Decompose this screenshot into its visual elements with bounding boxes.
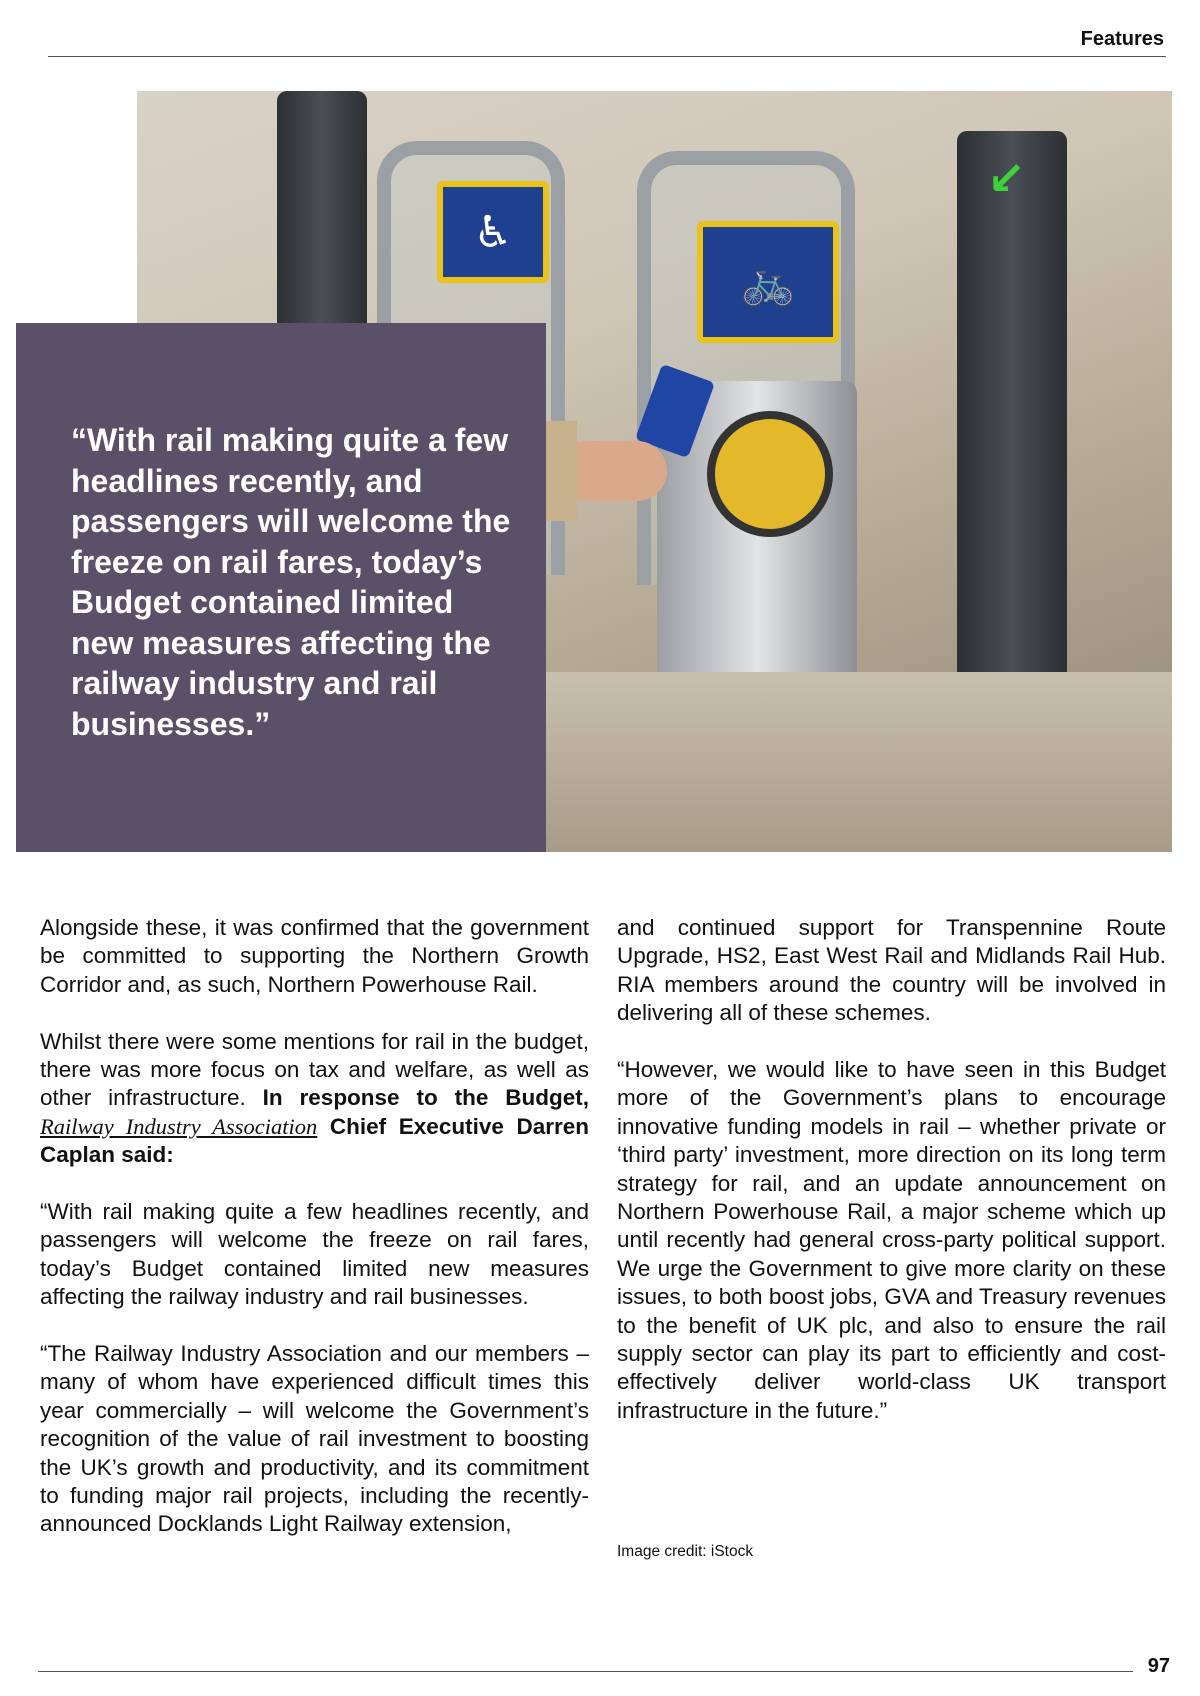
page-number: 97 bbox=[1147, 1655, 1170, 1677]
header-divider bbox=[48, 56, 1166, 57]
article-column-left bbox=[40, 914, 589, 1567]
accessibility-sign: ♿ bbox=[437, 181, 549, 283]
bold-intro: In response to the Budget, bbox=[262, 1085, 589, 1111]
pull-quote-panel bbox=[16, 323, 546, 852]
article-paragraph: “The Railway Industry Association and our members – many of whom have experienced difficult times this year commercially – will welcome the Government’s recognition of the value of rail investment to boosting the UK’s growth and productivity, and its commitment to funding major rail projects, including the recently-announced Docklands Light Railway extension, bbox=[40, 1341, 589, 1537]
pull-quote-text: “With rail making quite a few headlines recently, and passengers will welcome the freeze on rail fares, today’s Budget contained limited new measures affecting the railway industry and rail businesses.” bbox=[71, 422, 511, 742]
luggage-bicycle-sign: 🚲 bbox=[697, 221, 839, 343]
ria-link[interactable]: Railway Industry Association bbox=[40, 1113, 318, 1139]
footer-divider bbox=[38, 1671, 1133, 1672]
article-paragraph bbox=[40, 1028, 589, 1170]
contactless-reader-icon bbox=[707, 411, 833, 537]
article-column-right bbox=[617, 914, 1166, 1454]
article-paragraph: and continued support for Transpennine Route Upgrade, HS2, East West Rail and Midlands Rail Hub. RIA members around the country will be involved in delivering all of these schemes. bbox=[617, 915, 1166, 1026]
paragraph-text: Whilst there were some mentions for rail in the budget, there was more focus on tax and welfare, as well as other infrastructure. bbox=[40, 1028, 589, 1111]
bold-speaker: Chief Executive Darren Caplan said: bbox=[40, 1113, 589, 1168]
article-paragraph: “With rail making quite a few headlines recently, and passengers will welcome the freeze on rail fares, today’s Budget contained limited new measures affecting the railway industry and rail businesses. bbox=[40, 1199, 589, 1310]
section-label: Features bbox=[1080, 28, 1164, 50]
green-arrow-icon: ↙ bbox=[987, 152, 1026, 204]
image-credit: Image credit: iStock bbox=[617, 1543, 754, 1560]
right-gate-pillar bbox=[957, 131, 1067, 691]
article-paragraph: “However, we would like to have seen in this Budget more of the Government’s plans to encourage innovative funding models in rail – whether private or ‘third party’ investment, more direction on its long term strategy for rail, and an update announcement on Northern Powerhouse Rail, a major scheme which up until recently had general cross-party political support. We urge the Government to give more clarity on these issues, to both boost jobs, GVA and Treasury revenues to the benefit of UK plc, and also to ensure the rail supply sector can play its part to efficiently and cost-effectively deliver world-class UK transport infrastructure in the future.” bbox=[617, 1057, 1166, 1423]
article-paragraph: Alongside these, it was confirmed that the government be committed to supporting the Northern Growth Corridor and, as such, Northern Powerhouse Rail. bbox=[40, 915, 589, 997]
